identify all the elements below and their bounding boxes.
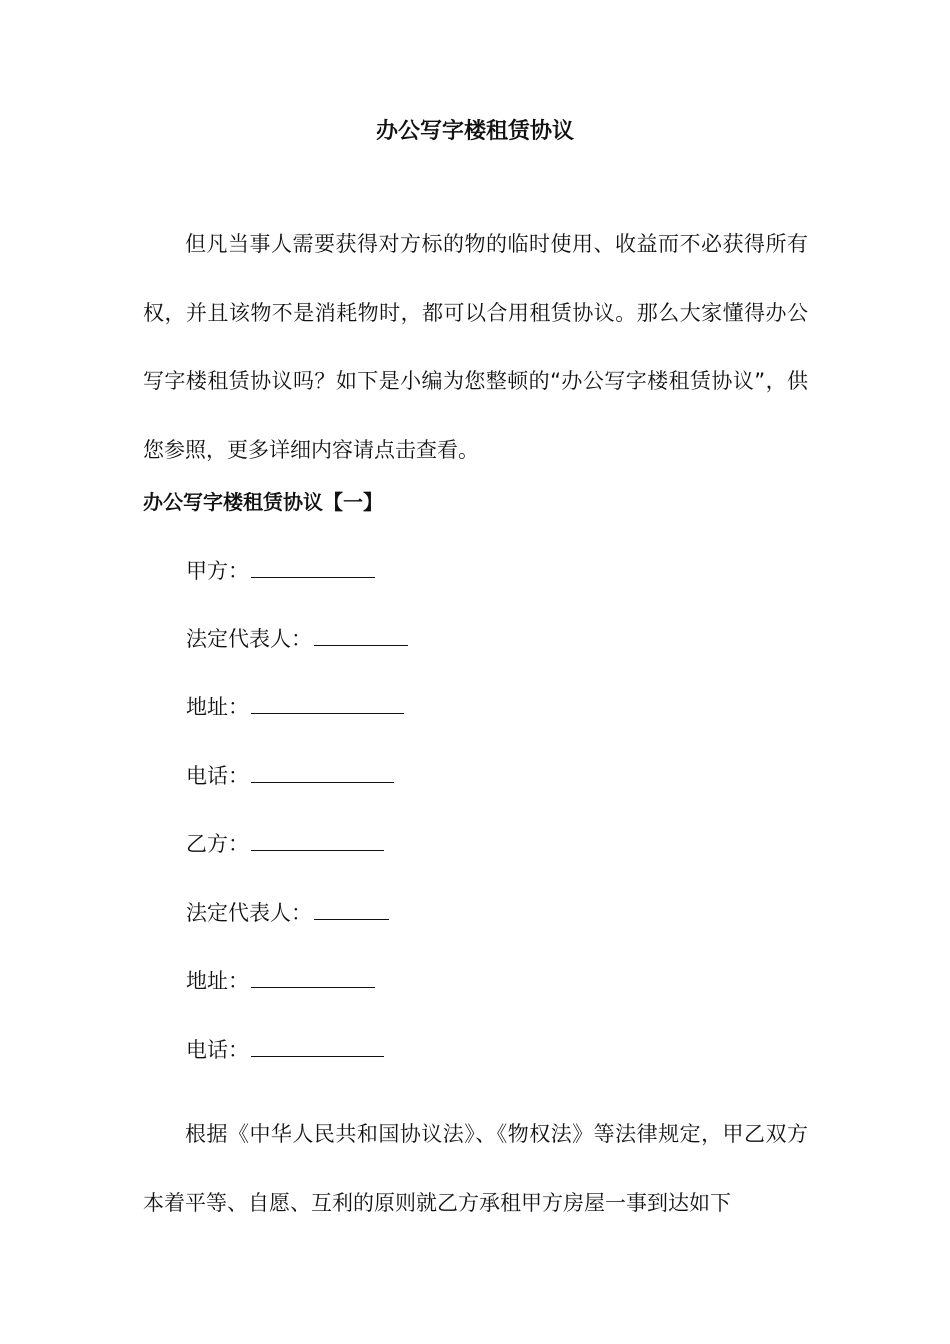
party-b-name-line [143, 828, 808, 860]
party-a-name-blank [251, 555, 375, 578]
party-a-rep-blank [314, 623, 408, 646]
party-a-rep-line [143, 623, 808, 655]
party-b-phone-blank [251, 1034, 384, 1057]
party-b-name-label: 乙方： [186, 832, 249, 856]
party-b-address-blank [251, 965, 375, 988]
document-title: 办公写字楼租赁协议 [375, 119, 574, 144]
party-a-name-label: 甲方： [186, 559, 249, 583]
section-heading: 办公写字楼租赁协议【一】 [143, 490, 383, 514]
party-b-name-blank [251, 828, 384, 851]
party-a-address-label: 地址： [186, 695, 249, 719]
intro-paragraph: 但凡当事人需要获得对方标的物的临时使用、收益而不必获得所有权，并且该物不是消耗物时，都可以合用租赁协议。那么大家懂得办公写字楼租赁协议吗？如下是小编为您整顿的“办公写字楼租赁协议”，供您参照，更多详细内容请点击查看。 [143, 232, 808, 462]
body-paragraph: 根据《中华人民共和国协议法》、《物权法》等法律规定，甲乙双方本着平等、自愿、互利的原则就乙方承租甲方房屋一事到达如下 [143, 1122, 808, 1215]
party-b-address-label: 地址： [186, 969, 249, 993]
party-a-rep-label: 法定代表人： [186, 627, 312, 651]
party-b-address-line [143, 965, 808, 997]
party-a-address-line [143, 691, 808, 723]
party-b-rep-label: 法定代表人： [186, 901, 312, 925]
party-a-phone-label: 电话： [186, 764, 249, 788]
party-a-phone-blank [251, 760, 394, 783]
party-a-phone-line [143, 760, 808, 792]
party-a-name-line [143, 555, 808, 587]
party-b-phone-label: 电话： [186, 1038, 249, 1062]
party-b-phone-line [143, 1034, 808, 1066]
party-b-rep-line [143, 897, 808, 929]
party-b-rep-blank [314, 897, 389, 920]
party-a-address-blank [251, 691, 404, 714]
